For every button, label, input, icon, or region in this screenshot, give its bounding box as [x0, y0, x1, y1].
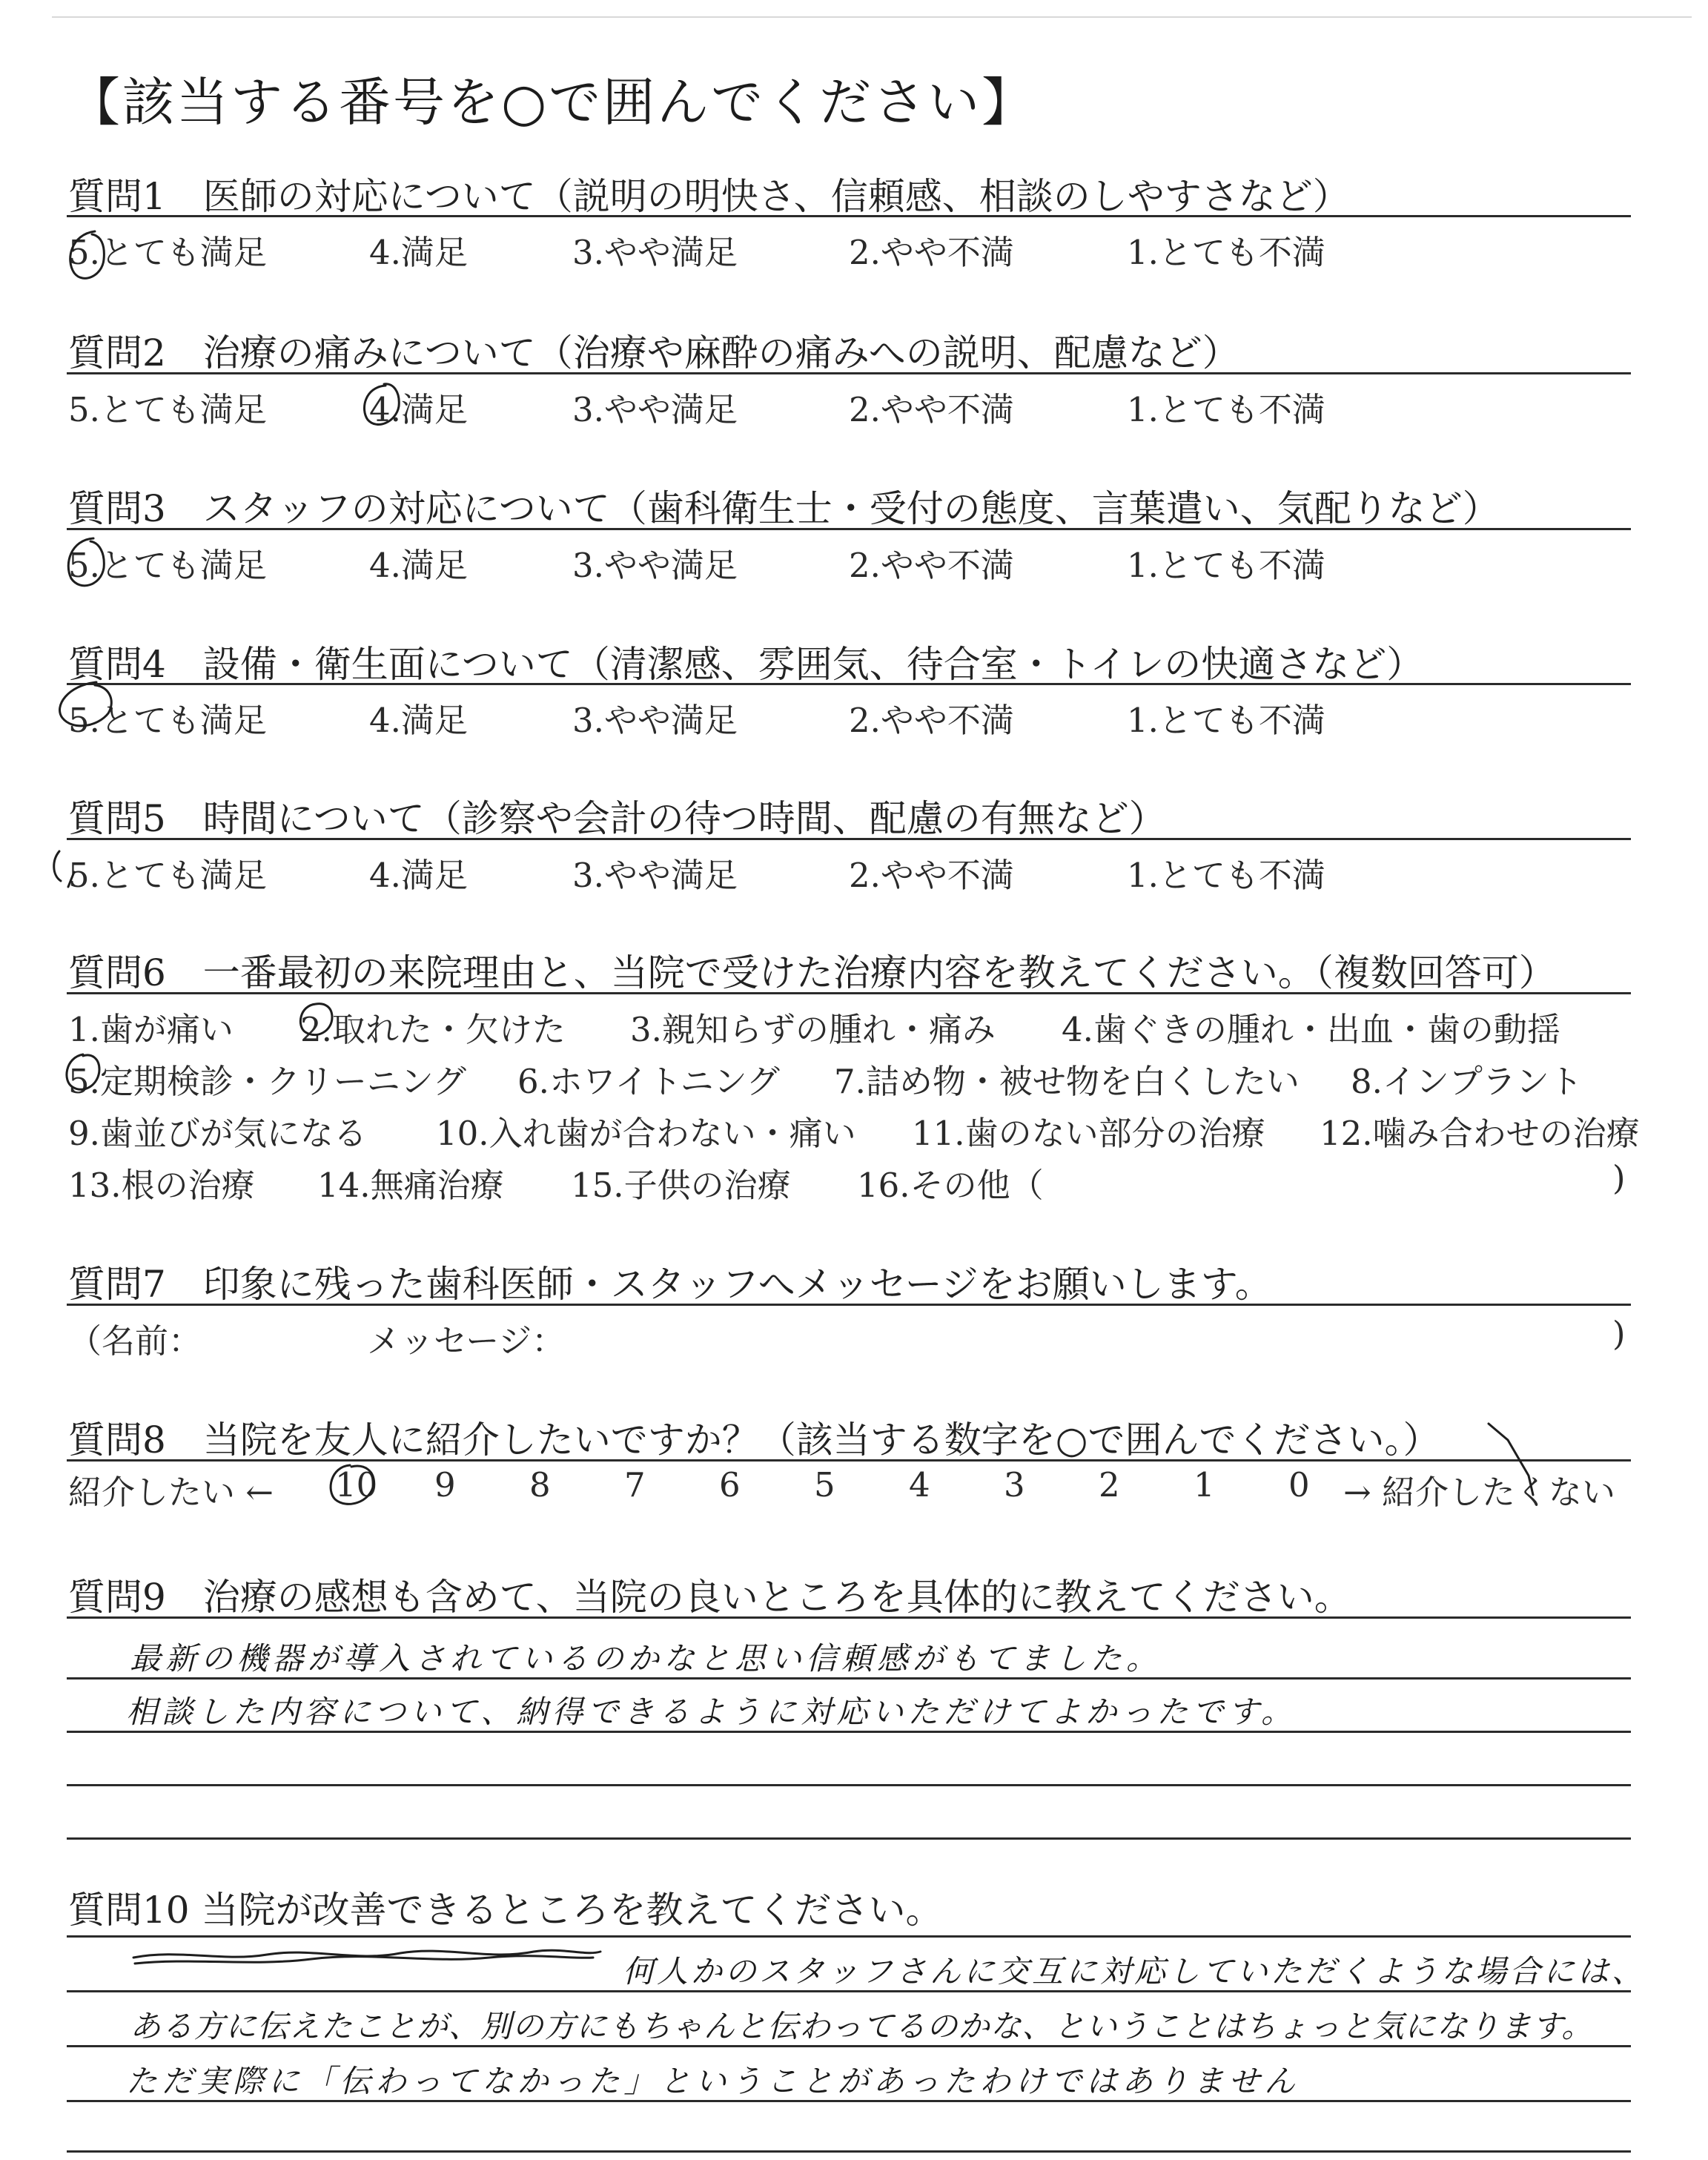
q6-option-11[interactable]: 11.歯のない部分の治療 [912, 1114, 1265, 1153]
q4-option-2[interactable]: 2.やや不満 [849, 701, 1014, 740]
q8-left-label: 紹介したい ← [68, 1473, 274, 1512]
q2-option-4[interactable]: 4.満足 [369, 390, 468, 429]
q6-option-7[interactable]: 7.詰め物・被せ物を白くしたい [834, 1062, 1300, 1101]
q5-option-5[interactable]: 5.とても満足 [68, 856, 267, 895]
q9-answer-line-2: 相談した内容について、納得できるように対応いただけてよかったです。 [126, 1694, 1297, 1730]
q8-scale-4[interactable]: 4 [909, 1465, 930, 1505]
q6-option-14[interactable]: 14.無痛治療 [317, 1166, 504, 1205]
q10-rule-1 [67, 1935, 1631, 1938]
q6-option-13[interactable]: 13.根の治療 [68, 1166, 255, 1205]
q6-rule [67, 992, 1631, 994]
q5-option-2[interactable]: 2.やや不満 [849, 856, 1014, 895]
q3-option-5[interactable]: 5.とても満足 [68, 546, 267, 585]
q1-option-2[interactable]: 2.やや不満 [849, 233, 1014, 272]
q2-option-3[interactable]: 3.やや満足 [572, 390, 738, 429]
q8-scale-6[interactable]: 6 [719, 1465, 741, 1505]
q7-rule [67, 1304, 1631, 1306]
q5-option-4[interactable]: 4.満足 [369, 856, 468, 895]
q1-option-1[interactable]: 1.とても不満 [1127, 233, 1325, 272]
q5-option-3[interactable]: 3.やや満足 [572, 856, 738, 895]
q10-title: 質問10 当院が改善できるところを教えてください。 [68, 1889, 943, 1932]
q7-message-label: メッセージ： [367, 1321, 566, 1361]
q6-option-2[interactable]: 2.取れた・欠けた [300, 1010, 566, 1049]
q5-rule [67, 838, 1631, 840]
q1-option-4[interactable]: 4.満足 [369, 233, 468, 272]
q6-option-9[interactable]: 9.歯並びが気になる [68, 1114, 367, 1153]
q2-title: 質問2 治療の痛みについて（治療や麻酔の痛みへの説明、配慮など） [68, 331, 1239, 374]
q8-scale-9[interactable]: 9 [434, 1465, 456, 1505]
q4-option-3[interactable]: 3.やや満足 [572, 701, 738, 740]
q6-option-6[interactable]: 6.ホワイトニング [517, 1062, 780, 1101]
q10-scribble-1 [133, 1950, 600, 1958]
q4-title: 質問4 設備・衛生面について（清潔感、雰囲気、待合室・トイレの快適さなど） [68, 643, 1424, 686]
q9-rule-1 [67, 1616, 1631, 1619]
q9-answer-line-1: 最新の機器が導入されているのかなと思い信頼感がもてました。 [130, 1640, 1162, 1677]
q2-option-2[interactable]: 2.やや不満 [849, 390, 1014, 429]
q2-option-1[interactable]: 1.とても不満 [1127, 390, 1325, 429]
q7-title: 質問7 印象に残った歯科医師・スタッフへメッセージをお願いします。 [68, 1263, 1272, 1306]
q2-rule [67, 372, 1631, 374]
q6-option-4[interactable]: 4.歯ぐきの腫れ・出血・歯の動揺 [1062, 1010, 1560, 1049]
q6-option-10[interactable]: 10.入れ歯が合わない・痛い [436, 1114, 856, 1153]
q6-option-5[interactable]: 5.定期検診・クリーニング [68, 1062, 467, 1101]
q4-option-5[interactable]: 5.とても満足 [68, 701, 267, 740]
q7-close-paren: ) [1612, 1314, 1626, 1353]
q6-option-16[interactable]: 16.その他（ [857, 1166, 1044, 1205]
q3-title: 質問3 スタッフの対応について（歯科衛生士・受付の態度、言葉遣い、気配りなど） [68, 487, 1500, 530]
q1-option-3[interactable]: 3.やや満足 [572, 233, 738, 272]
q2-option-5[interactable]: 5.とても満足 [68, 390, 267, 429]
q10-scribble-2 [135, 1956, 593, 1964]
q7-name-label: （名前： [68, 1321, 202, 1361]
q8-scale-7[interactable]: 7 [624, 1465, 646, 1505]
q6-option-12[interactable]: 12.噛み合わせの治療 [1320, 1114, 1640, 1153]
q8-scale-10[interactable]: 10 [335, 1465, 378, 1505]
q8-scale-0[interactable]: 0 [1288, 1465, 1310, 1505]
q8-right-label: → 紹介したくない [1343, 1473, 1616, 1512]
q10-answer-line-3: ただ実際に「伝わってなかった」ということがあったわけではありません [126, 2063, 1300, 2099]
q9-rule-4 [67, 1784, 1631, 1786]
q10-rule-5 [67, 2150, 1631, 2153]
q5-title: 質問5 時間について（診察や会計の待つ時間、配慮の有無など） [68, 797, 1166, 840]
q9-title: 質問9 治療の感想も含めて、当院の良いところを具体的に教えてください。 [68, 1576, 1351, 1619]
q6-option-1[interactable]: 1.歯が痛い [68, 1010, 234, 1049]
q4-option-4[interactable]: 4.満足 [369, 701, 468, 740]
q8-scale-2[interactable]: 2 [1099, 1465, 1120, 1505]
q10-answer-line-1: 何人かのスタッフさんに交互に対応していただくような場合には、 [623, 1953, 1646, 1989]
q3-option-1[interactable]: 1.とても不満 [1127, 546, 1325, 585]
q5-option-1[interactable]: 1.とても不満 [1127, 856, 1325, 895]
q4-rule [67, 683, 1631, 685]
q3-option-3[interactable]: 3.やや満足 [572, 546, 738, 585]
q3-rule [67, 528, 1631, 530]
q6-option-15[interactable]: 15.子供の治療 [571, 1166, 791, 1205]
q9-rule-5 [67, 1837, 1631, 1840]
q8-title: 質問8 当院を友人に紹介したいですか？（該当する数字を○で囲んでください。） [68, 1418, 1440, 1462]
q8-scale-1[interactable]: 1 [1194, 1465, 1215, 1505]
q3-option-2[interactable]: 2.やや不満 [849, 546, 1014, 585]
q6-option-8[interactable]: 8.インプラント [1351, 1062, 1583, 1101]
q8-rule [67, 1459, 1631, 1462]
q4-option-1[interactable]: 1.とても不満 [1127, 701, 1325, 740]
q3-option-4[interactable]: 4.満足 [369, 546, 468, 585]
q1-rule [67, 215, 1631, 217]
q6-title: 質問6 一番最初の来院理由と、当院で受けた治療内容を教えてください。（複数回答可） [68, 951, 1556, 994]
q6-option-3[interactable]: 3.親知らずの腫れ・痛み [630, 1010, 996, 1049]
q1-title: 質問1 医師の対応について（説明の明快さ、信頼感、相談のしやすさなど） [68, 175, 1350, 218]
top-border [52, 16, 1692, 18]
q8-scale-3[interactable]: 3 [1004, 1465, 1025, 1505]
q1-option-5[interactable]: 5.とても満足 [68, 233, 267, 272]
q8-scale-8[interactable]: 8 [529, 1465, 551, 1505]
q6-close-paren: ) [1612, 1158, 1626, 1198]
q10-answer-line-2: ある方に伝えたことが、別の方にもちゃんと伝わってるのかな、ということはちょっと気になります。 [130, 2008, 1594, 2044]
q8-scale-5[interactable]: 5 [814, 1465, 835, 1505]
page-heading: 【該当する番号を○で囲んでください】 [68, 72, 1036, 133]
